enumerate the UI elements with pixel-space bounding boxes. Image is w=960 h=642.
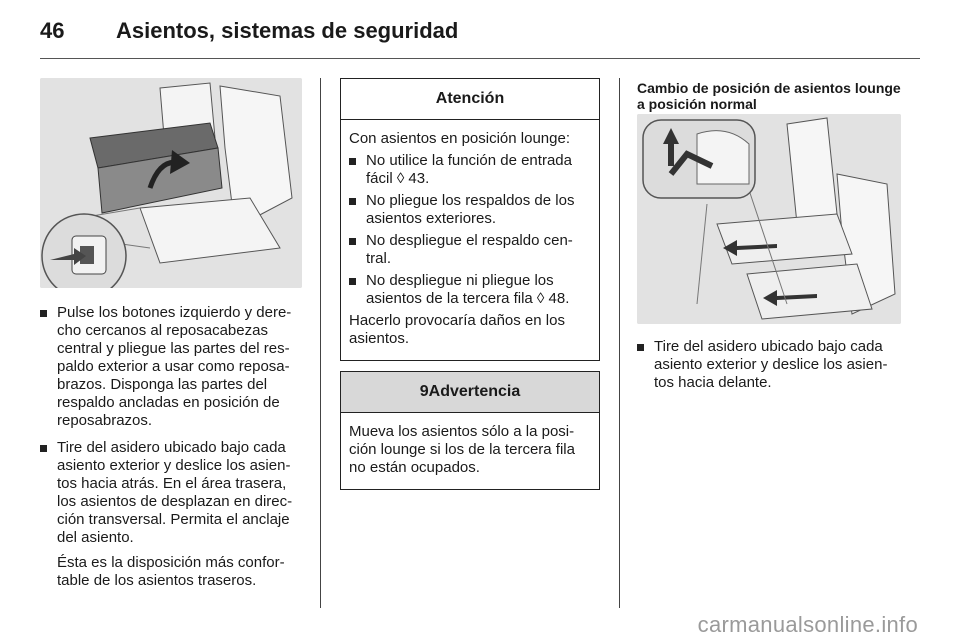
watermark: carmanualsonline.info bbox=[697, 612, 918, 637]
list-item: No pliegue los respaldos de los asientos exteriores. bbox=[349, 192, 591, 228]
list-item: No despliegue ni pliegue los asientos de la tercera fila ◊ 48. bbox=[349, 272, 591, 308]
bullet-square-icon bbox=[40, 310, 47, 317]
seat-slide-illustration bbox=[637, 114, 901, 324]
warning-heading: 9Advertencia bbox=[341, 372, 599, 413]
seat-armrest-illustration bbox=[40, 78, 302, 288]
page-header bbox=[40, 18, 920, 48]
right-instructions bbox=[637, 338, 907, 392]
right-column bbox=[637, 78, 907, 401]
page-number: 46 bbox=[40, 18, 65, 43]
bullet-square-icon bbox=[40, 445, 47, 452]
list-item: Pulse los botones izquierdo y dere-cho cercanos al reposacabezas central y pliegue las partes del res-paldo exterior a usar como reposa-brazos. Disponga las partes del respaldo ancladas en posición de reposabrazos. bbox=[40, 304, 304, 430]
list-item: No despliegue el respaldo cen-tral. bbox=[349, 232, 591, 268]
header-divider bbox=[40, 58, 920, 59]
list-item: Tire del asidero ubicado bajo cada asiento exterior y deslice los asien-tos hacia delante. bbox=[637, 338, 907, 392]
section-heading: Cambio de posición de asientos lounge a posición normal bbox=[637, 80, 901, 112]
middle-column bbox=[340, 78, 600, 500]
page-title: Asientos, sistemas de seguridad bbox=[116, 18, 459, 43]
attention-box bbox=[340, 78, 600, 361]
left-column bbox=[40, 78, 304, 590]
bullet-square-icon bbox=[349, 158, 356, 165]
attention-outro: Hacerlo provocaría daños en los asientos. bbox=[349, 312, 565, 347]
column-divider-left bbox=[320, 78, 321, 608]
warning-box bbox=[340, 371, 600, 490]
bullet-square-icon bbox=[349, 238, 356, 245]
attention-intro: Con asientos en posición lounge: bbox=[349, 130, 570, 147]
bullet-square-icon bbox=[349, 198, 356, 205]
left-instructions bbox=[40, 304, 304, 547]
column-divider-right bbox=[619, 78, 620, 608]
warning-body: Mueva los asientos sólo a la posi-ción lounge si los de la tercera fila no están ocupados. bbox=[349, 423, 575, 476]
bullet-square-icon bbox=[349, 278, 356, 285]
list-item: Tire del asidero ubicado bajo cada asiento exterior y deslice los asien-tos hacia atrás. En el área trasera, los asientos de desplazan en direc-ción transversal. Permita el anclaje del asiento. bbox=[40, 439, 304, 547]
comfort-note: Ésta es la disposición más confor-table de los asientos traseros. bbox=[57, 554, 285, 589]
bullet-square-icon bbox=[637, 344, 644, 351]
attention-heading: Atención bbox=[341, 79, 599, 120]
list-item: No utilice la función de entrada fácil ◊ 43. bbox=[349, 152, 591, 188]
attention-list bbox=[349, 152, 591, 308]
warning-triangle-icon: 9 bbox=[419, 383, 429, 400]
